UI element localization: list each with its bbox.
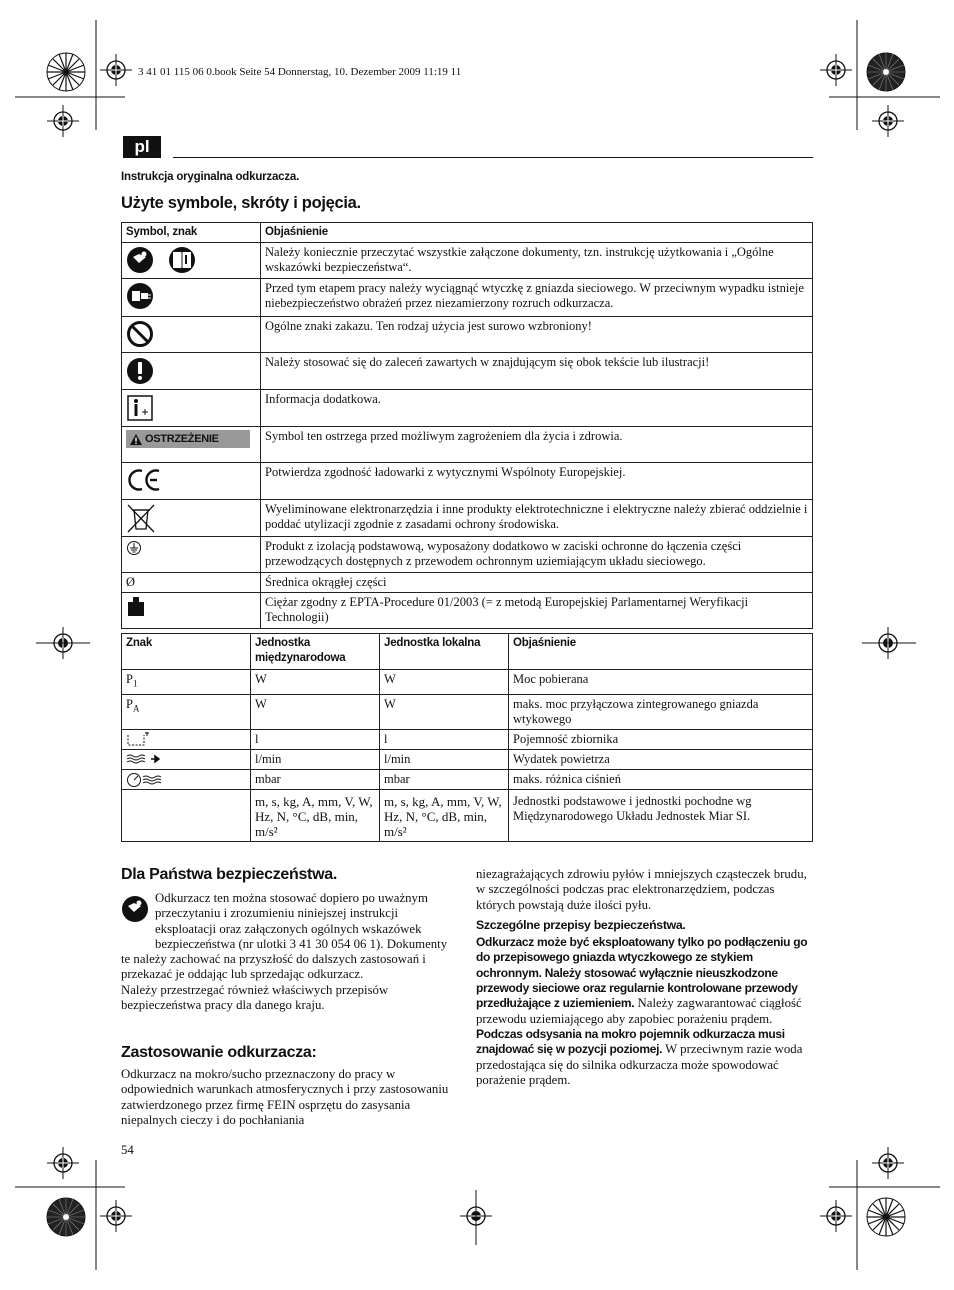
explanation-cell: maks. różnica ciśnień [509,769,813,789]
symbol-explanation: Potwierdza zgodność ładowarki z wytycznymi Wspólnoty Europejskiej. [261,463,813,500]
safety-paragraph-1: Odkurzacz ten można stosować dopiero po uważnym przeczytaniu i zrozumieniu niniejszej instrukcji eksploatacji oraz załączonych ogólnych wskazówek bezpieczeństwa (nr ulotki 3 41 30 054 06 1). Dokumenty te należy zachować na przyszłość do dalszych zastosowań i przekazać je oddając lub sprzedając odkurzacz. [121,891,448,982]
pressure-diff-icon [126,772,168,787]
diameter-icon: Ø [122,573,261,593]
warning-label-text: OSTRZEŻENIE [145,432,219,445]
special-rules-heading: Szczególne przepisy bezpieczeństwa. [476,917,686,932]
intl-unit-cell: W [251,694,380,729]
document-subtitle: Instrukcja oryginalna odkurzacza. [121,171,300,183]
symbol-explanation: Informacja dodatkowa. [261,390,813,427]
explanation-cell: maks. moc przyłączowa zintegrowanego gniazda wtykowego [509,694,813,729]
symbols-table [121,222,813,629]
units-table [121,633,813,842]
read-manual-icon [126,246,196,274]
symbol-explanation: Produkt z izolacją podstawową, wyposażony dodatkowo w zaciski ochronne do łączenia części przewodzących dostępnych z przewodem ochronnym uziemiającym układu sieciowego. [261,537,813,573]
warning-label-icon [126,430,250,448]
local-unit-cell: m, s, kg, A, mm, V, W, Hz, N, °C, dB, min, m/s² [380,789,509,841]
print-header: 3 41 01 115 06 0.book Seite 54 Donnerstag, 10. Dezember 2009 11:19 11 [138,66,462,78]
ce-mark-icon [126,466,162,494]
header-rule [173,157,813,158]
column-header-explanation: Objaśnienie [261,223,813,243]
intl-unit-cell: m, s, kg, A, mm, V, W, Hz, N, °C, dB, min, m/s² [251,789,380,841]
local-unit-cell: mbar [380,769,509,789]
local-unit-cell: W [380,694,509,729]
page-number: 54 [121,1143,134,1157]
protective-earth-icon [126,540,144,558]
usage-section-title: Zastosowanie odkurzacza: [121,1044,317,1061]
symbol-explanation: Symbol ten ostrzega przed możliwym zagrożeniem dla życia i zdrowia. [261,427,813,463]
column-header-sign: Znak [122,634,251,670]
intl-unit-cell: l [251,729,380,749]
exclamation-icon [126,356,156,386]
local-unit-cell: l/min [380,749,509,769]
right-column-text [476,867,813,1088]
symbol-explanation: Ciężar zgodny z EPTA-Procedure 01/2003 (= z metodą Europejskiej Parlamentarnej Weryfikacji Technologii) [261,593,813,629]
prohibition-icon [126,320,156,348]
weee-bin-icon [126,503,156,533]
symbol-cell [122,427,261,463]
usage-paragraph-1: Odkurzacz na mokro/sucho przeznaczony do pracy w odpowiednich warunkach atmosferycznych i przy zastosowaniu zatwierdzonego przez firmę FEIN osprzętu do zasysania niepalnych cieczy i do pochłaniania [121,1067,449,1127]
intl-unit-cell: l/min [251,749,380,769]
symbol-cell [122,317,261,353]
unplug-icon [126,282,156,310]
sign-cell [122,769,251,789]
symbol-cell [122,390,261,427]
symbol-explanation: Wyeliminowane elektronarzędzia i inne produkty elektrotechniczne i elektryczne należy zbierać oddzielnie i poddać utylizacji zgodnie z zasadami ochrony środowiska. [261,500,813,537]
local-unit-cell: l [380,729,509,749]
symbol-cell [122,537,261,573]
symbol-cell [122,500,261,537]
language-tag: pl [123,136,161,158]
column-header-symbol: Symbol, znak [122,223,261,243]
info-icon [126,393,156,423]
symbol-explanation: Należy koniecznie przeczytać wszystkie załączone dokumenty, tzn. instrukcję użytkowania i „Ogólne wskazówki bezpieczeństwa“. [261,243,813,279]
symbol-explanation: Średnica okrągłej części [261,573,813,593]
symbol-cell [122,593,261,629]
right-paragraph-3: Podczas odsysania na mokro pojemnik odkurzacza musi znajdować się w pozycji poziomej. W przeciwnym razie woda przedostająca się do silnika odkurzacza może spowodować porażenie prądem. [476,1026,803,1087]
symbol-cell [122,463,261,500]
explanation-cell: Moc pobierana [509,670,813,695]
sign-cell: $P_A$ [122,694,251,729]
safety-section-title: Dla Państwa bezpieczeństwa. [121,866,337,883]
column-header-explanation: Objaśnienie [509,634,813,670]
symbol-explanation: Należy stosować się do zaleceń zawartych w znajdującym się obok tekście lub ilustracji! [261,353,813,390]
intl-unit-cell: W [251,670,380,695]
sign-cell: $P_1$ [122,670,251,695]
sign-cell [122,789,251,841]
sign-cell [122,749,251,769]
local-unit-cell: W [380,670,509,695]
symbols-section-title: Użyte symbole, skróty i pojęcia. [121,194,361,212]
right-paragraph-1: niezagrażających zdrowiu pyłów i mniejszych cząsteczek brudu, w szczególności podczas prac elektronarzędziem, podczas których powstają duże ilości pyłu. [476,867,807,912]
column-header-local-unit: Jednostka lokalna [380,634,509,670]
column-header-intl-unit: Jednostka międzynarodowa [251,634,380,670]
airflow-icon [126,752,166,766]
right-paragraph-2: Odkurzacz może być eksploatowany tylko po podłączeniu go do przepisowego gniazda wtyczkowego ze stykiem ochronnym. Należy stosować wyłącznie nieuszkodzone przewody sieciowe oraz regularnie kontrolowane przewody przedłużające z uziemieniem. Należy zagwarantować ciągłość przewodu uziemiającego aby zapobiec porażeniu prądem. [476,935,808,1026]
symbol-explanation: Ogólne znaki zakazu. Ten rodzaj użycia jest surowo wzbroniony! [261,317,813,353]
weight-icon [126,596,150,618]
safety-paragraph-2: Należy przestrzegać również właściwych przepisów bezpieczeństwa pracy dla danego kraju. [121,982,389,1013]
intl-unit-cell: mbar [251,769,380,789]
container-volume-icon [126,732,150,746]
sign-cell [122,729,251,749]
explanation-cell: Wydatek powietrza [509,749,813,769]
symbol-cell [122,279,261,317]
symbol-cell [122,353,261,390]
symbol-explanation: Przed tym etapem pracy należy wyciągnąć wtyczkę z gniazda sieciowego. W przeciwnym wypadku istnieje niebezpieczeństwo obrażeń przez niezamierzony rozruch odkurzacza. [261,279,813,317]
symbol-cell [122,243,261,279]
usage-text [121,1067,455,1128]
explanation-cell: Jednostki podstawowe i jednostki pochodne wg Międzynarodowego Układu Jednostek Miar SI. [509,789,813,841]
explanation-cell: Pojemność zbiornika [509,729,813,749]
safety-text [121,891,454,1013]
